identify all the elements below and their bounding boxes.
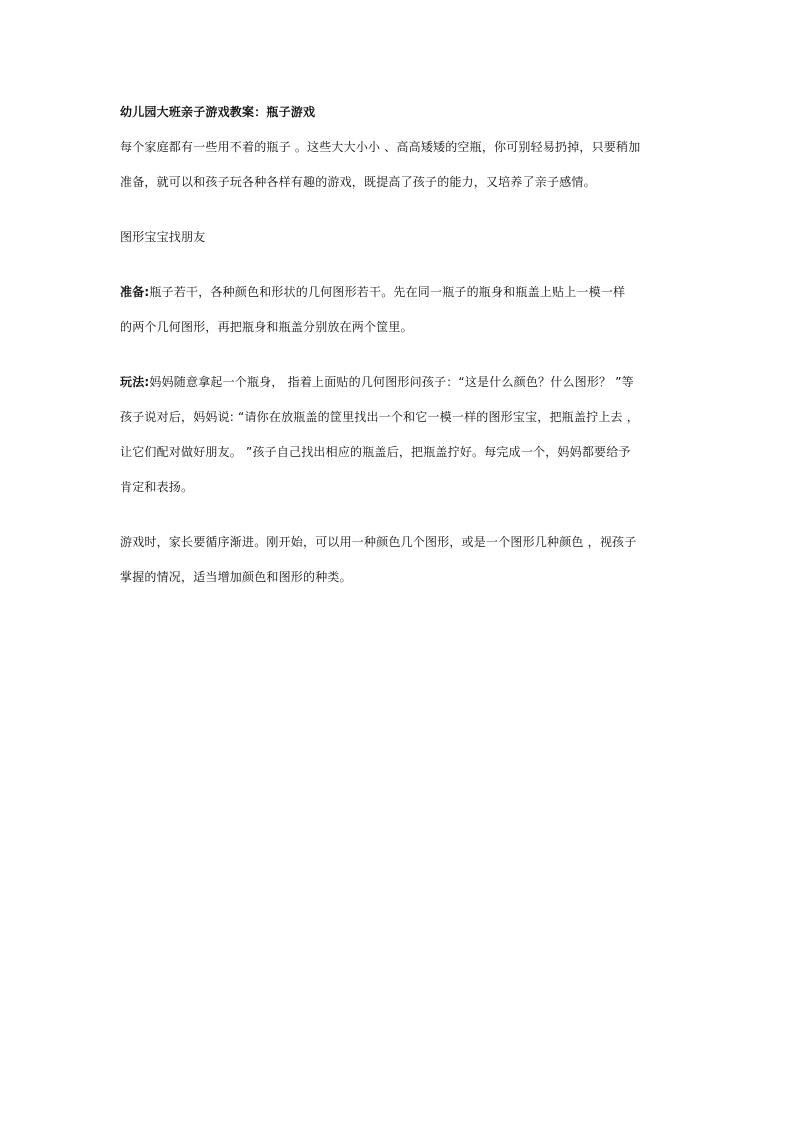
notes-line-1: 游戏时，家长要循序渐进。刚开始，可以用一种颜色几个图形，或是一个图形几种颜色 ，视孩子: [120, 535, 637, 549]
play-line-4: 肯定和表扬。: [120, 480, 194, 494]
play-text-1: 妈妈随意拿起一个瓶身， 指着上面贴的几何图形问孩子：“这是什么颜色？什么图形？ ”等: [149, 375, 634, 389]
play-line-2: 孩子说对后，妈妈说: “请你在放瓶盖的筐里找出一个和它一模一样的图形宝宝，把瓶盖拧上去 ，: [120, 410, 639, 424]
play-line-3: 让它们配对做好朋友。 ”孩子自己找出相应的瓶盖后，把瓶盖拧好。每完成一个，妈妈都要给予: [120, 445, 631, 459]
play-line-1: [120, 374, 680, 390]
document-title: 幼儿园大班亲子游戏教案：瓶子游戏: [120, 105, 316, 119]
preparation-line-1: [120, 284, 680, 300]
preparation-label: 准备:: [120, 285, 150, 299]
play-label: 玩法:: [120, 375, 150, 389]
section-heading: 图形宝宝找朋友: [120, 230, 206, 244]
preparation-line-2: 的两个几何图形，再把瓶身和瓶盖分别放在两个筐里。: [120, 320, 413, 334]
notes-line-2: 掌握的情况，适当增加颜色和图形的种类。: [120, 570, 352, 584]
document-content: [120, 104, 680, 585]
intro-line-2: 准备，就可以和孩子玩各种各样有趣的游戏，既提高了孩子的能力，又培养了亲子感情。: [120, 175, 596, 189]
preparation-text-1: 瓶子若干，各种颜色和形状的几何图形若干。先在同一瓶子的瓶身和瓶盖上贴上一模一样: [149, 285, 626, 299]
intro-line-1: 每个家庭都有一些用不着的瓶子 。这些大大小小 、高高矮矮的空瓶，你可别轻易扔掉，只要稍加: [120, 140, 641, 154]
